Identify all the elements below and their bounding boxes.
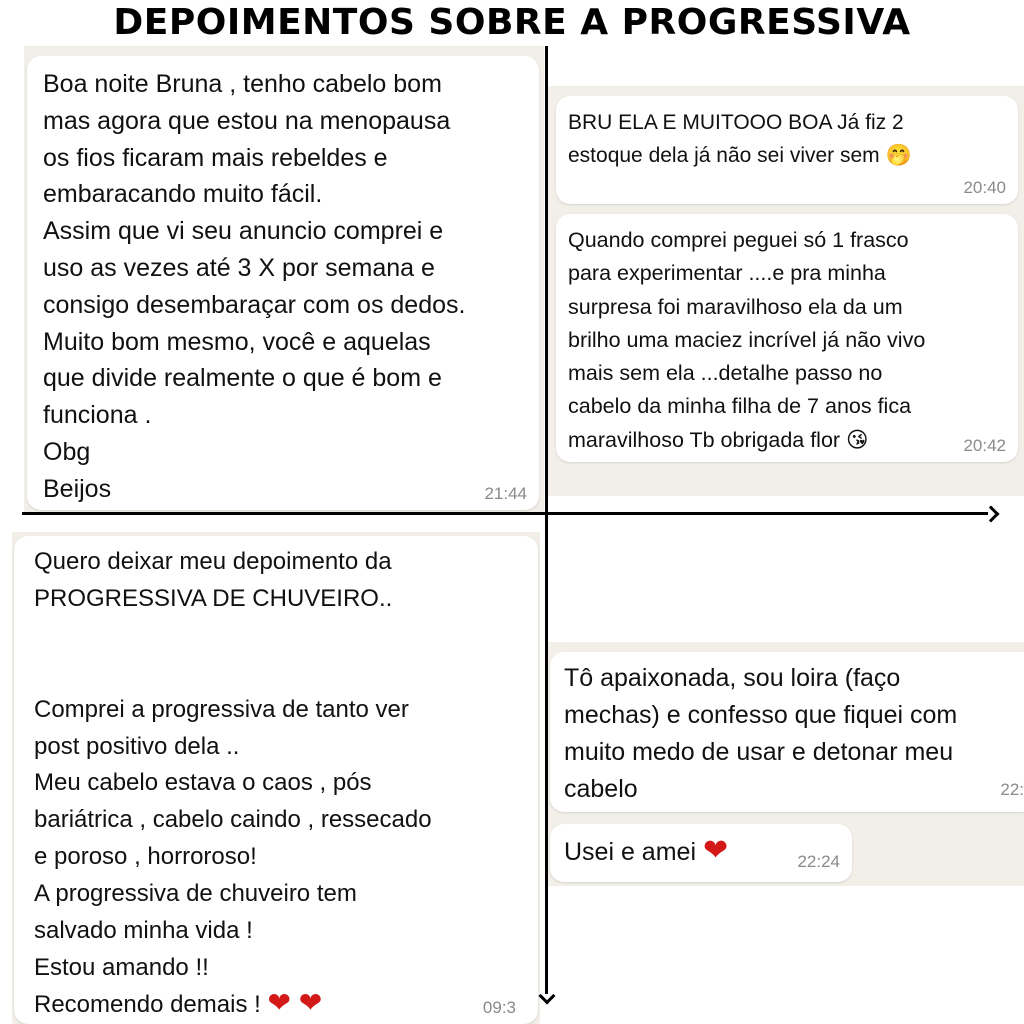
- testimonial-text-5: Tô apaixonada, sou loira (faço mechas) e confesso que fiquei com muito medo de usar e detonar meu cabelo: [564, 664, 958, 803]
- heart-emoji-icon: ❤: [702, 834, 729, 867]
- testimonial-bubble-1: [27, 56, 539, 510]
- testimonial-bubble-6: [550, 824, 852, 882]
- testimonial-text-3: Quando comprei peguei só 1 frasco para experimentar ....e pra minha surpresa foi maravilhoso ela da um brilho uma maciez incrível já não vivo mais sem ela ...detalhe passo no cabelo da minha filha de 7 anos fica maravilhoso Tb obrigada flor: [568, 228, 926, 452]
- testimonial-text-1: Boa noite Bruna , tenho cabelo bom mas agora que estou na menopausa os fios ficaram mais rebeldes e embaracando muito fácil. Assim que vi seu anuncio comprei e uso as vezes até 3 X por semana e consigo desembaraçar com os dedos. Muito bom mesmo, você e aquelas que divide realmente o que é bom e funciona . Obg Beijos: [43, 70, 466, 503]
- testimonial-time-3: 20:42: [963, 436, 1006, 455]
- testimonial-time-2: 20:40: [963, 178, 1006, 197]
- testimonial-time-4: 09:3: [482, 998, 516, 1017]
- hand-over-mouth-emoji-icon: 🤭: [885, 143, 912, 167]
- testimonial-time-6: 22:24: [797, 852, 840, 871]
- testimonial-text-4: Quero deixar meu depoimento da PROGRESSIVA DE CHUVEIRO.. Comprei a progressiva de tanto ver post positivo dela .. Meu cabelo estava o caos , pós bariátrica , cabelo caindo , ressecado e poroso , horroroso! A progressiva de chuveiro tem salvado minha vida ! Estou amando !! Recomendo demais !: [34, 548, 432, 1018]
- arrow-right-icon: [983, 506, 1000, 523]
- vertical-divider-axis: [545, 46, 548, 994]
- testimonial-time-1: 21:44: [484, 484, 527, 503]
- page-title: DEPOIMENTOS SOBRE A PROGRESSIVA: [113, 2, 911, 43]
- kissing-face-emoji-icon: 😘: [846, 427, 869, 453]
- testimonial-bubble-2: [556, 96, 1018, 204]
- heart-emoji-icon: ❤ ❤: [267, 986, 323, 1018]
- testimonial-text-2: BRU ELA E MUITOOO BOA Já fiz 2 estoque dela já não sei viver sem: [568, 111, 904, 167]
- testimonial-bubble-3: [556, 214, 1018, 462]
- testimonial-bubble-4: [14, 536, 538, 1024]
- horizontal-divider-axis: [22, 512, 988, 515]
- testimonial-bubble-5: [550, 652, 1024, 812]
- arrow-down-icon: [539, 988, 556, 1005]
- testimonial-time-5: 22:: [1000, 780, 1024, 799]
- testimonial-text-6: Usei e amei: [564, 838, 696, 866]
